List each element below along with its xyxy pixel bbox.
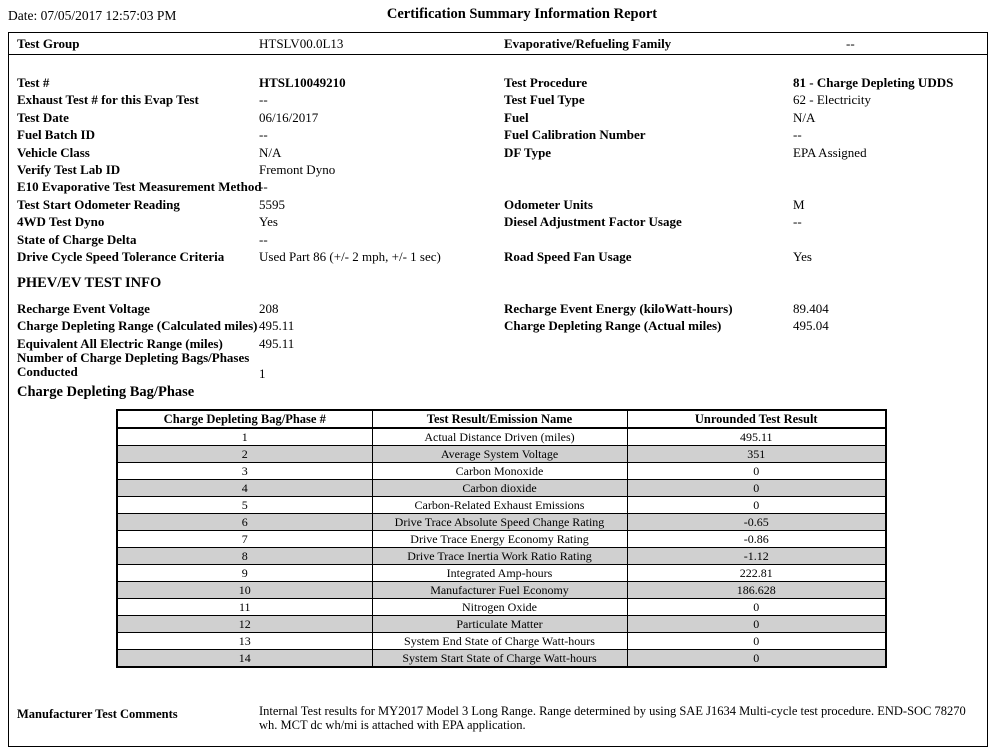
cell-bag-phase-number: 14 — [117, 650, 372, 668]
field-label: Test Date — [17, 109, 69, 125]
table-row — [117, 548, 886, 565]
table-row — [117, 480, 886, 497]
report-date: Date: 07/05/2017 12:57:03 PM — [8, 8, 177, 23]
cell-bag-phase-number: 9 — [117, 565, 372, 582]
field-row — [9, 300, 987, 317]
cell-bag-phase-number: 13 — [117, 633, 372, 650]
field-value: Fremont Dyno — [259, 161, 336, 177]
cell-test-result: 351 — [627, 446, 886, 463]
cell-emission-name: Drive Trace Inertia Work Ratio Rating — [372, 548, 627, 565]
cell-emission-name: Average System Voltage — [372, 446, 627, 463]
cell-test-result: 0 — [627, 633, 886, 650]
field-label: Recharge Event Voltage — [17, 301, 150, 316]
field-row — [9, 248, 987, 265]
cell-test-result: 495.11 — [627, 428, 886, 446]
field-row — [9, 74, 987, 91]
field-label: Charge Depleting Range (Actual miles) — [504, 318, 722, 334]
cell-bag-phase-number: 12 — [117, 616, 372, 633]
table-row — [117, 582, 886, 599]
phev-ev-section — [9, 300, 987, 352]
field-value: Yes — [793, 248, 812, 264]
cell-test-result: 0 — [627, 463, 886, 480]
field-value: -- — [259, 92, 268, 108]
field-value: M — [793, 196, 805, 212]
phev-ev-test-info-heading: PHEV/EV TEST INFO — [17, 275, 162, 291]
evap-family-label: Evaporative/Refueling Family — [504, 36, 672, 51]
field-label: Number of Charge Depleting Bags/Phases Conducted — [17, 350, 250, 379]
cell-bag-phase-number: 10 — [117, 582, 372, 599]
cell-test-result: -0.86 — [627, 531, 886, 548]
field-value: -- — [259, 179, 268, 195]
cell-test-result: 222.81 — [627, 565, 886, 582]
field-value: 06/16/2017 — [259, 109, 319, 125]
cell-test-result: 0 — [627, 497, 886, 514]
cell-test-result: -0.65 — [627, 514, 886, 531]
field-label: Verify Test Lab ID — [17, 161, 121, 177]
field-label: Diesel Adjustment Factor Usage — [504, 214, 682, 230]
bag-phase-results-table — [116, 409, 887, 668]
field-label: DF Type — [504, 144, 552, 160]
table-header-cell: Charge Depleting Bag/Phase # — [117, 410, 372, 428]
field-row — [9, 109, 987, 126]
manufacturer-test-comments-label: Manufacturer Test Comments — [17, 707, 178, 721]
test-group-label: Test Group — [17, 36, 80, 51]
field-label: Fuel Calibration Number — [504, 127, 646, 143]
field-label: 4WD Test Dyno — [17, 214, 105, 230]
cell-emission-name: Carbon-Related Exhaust Emissions — [372, 497, 627, 514]
table-row — [117, 599, 886, 616]
field-value: 495.11 — [259, 335, 295, 351]
table-row — [117, 463, 886, 480]
field-label: Recharge Event Energy (kiloWatt-hours) — [504, 301, 733, 316]
field-value: 81 - Charge Depleting UDDS — [793, 75, 954, 90]
field-value: -- — [793, 127, 802, 143]
field-value: Yes — [259, 214, 278, 230]
field-label: Charge Depleting Range (Calculated miles) — [17, 318, 258, 334]
table-row — [117, 633, 886, 650]
cell-bag-phase-number: 11 — [117, 599, 372, 616]
field-row — [9, 161, 987, 178]
cell-emission-name: Particulate Matter — [372, 616, 627, 633]
manufacturer-test-comments-text: Internal Test results for MY2017 Model 3 Long Range. Range determined by using SAE J1634 Multi-cycle test procedure. END-SOC 78270 wh. MCT dc wh/mi is attached with EPA application. — [259, 704, 966, 732]
field-value: 5595 — [259, 196, 285, 212]
cell-bag-phase-number: 1 — [117, 428, 372, 446]
cell-emission-name: Manufacturer Fuel Economy — [372, 582, 627, 599]
test-group-row — [9, 33, 987, 55]
cell-emission-name: System End State of Charge Watt-hours — [372, 633, 627, 650]
report-body — [8, 32, 988, 747]
field-label: Test Procedure — [504, 75, 588, 90]
field-value: -- — [793, 214, 802, 230]
field-label: Fuel — [504, 109, 529, 125]
test-fields-section — [9, 74, 987, 265]
field-value: 89.404 — [793, 301, 829, 316]
cell-test-result: 0 — [627, 616, 886, 633]
table-row — [117, 616, 886, 633]
field-value: 1 — [259, 366, 266, 381]
table-row — [117, 565, 886, 582]
field-value: N/A — [793, 109, 816, 125]
field-row — [9, 91, 987, 108]
field-value: N/A — [259, 144, 282, 160]
field-value: HTSL10049210 — [259, 75, 346, 90]
field-value: 62 - Electricity — [793, 92, 871, 108]
cell-bag-phase-number: 5 — [117, 497, 372, 514]
cell-test-result: 0 — [627, 650, 886, 668]
cell-bag-phase-number: 4 — [117, 480, 372, 497]
field-label: Fuel Batch ID — [17, 127, 95, 143]
cell-bag-phase-number: 8 — [117, 548, 372, 565]
table-header-cell: Test Result/Emission Name — [372, 410, 627, 428]
table-row — [117, 428, 886, 446]
field-row — [9, 351, 987, 383]
field-label: State of Charge Delta — [17, 231, 137, 247]
cell-emission-name: Nitrogen Oxide — [372, 599, 627, 616]
cell-emission-name: Integrated Amp-hours — [372, 565, 627, 582]
field-label: Exhaust Test # for this Evap Test — [17, 92, 199, 108]
cell-emission-name: Carbon Monoxide — [372, 463, 627, 480]
field-label: Equivalent All Electric Range (miles) — [17, 335, 223, 351]
cell-bag-phase-number: 7 — [117, 531, 372, 548]
table-row — [117, 531, 886, 548]
field-row — [9, 317, 987, 334]
report-title: Certification Summary Information Report — [386, 6, 658, 22]
field-label: Test Start Odometer Reading — [17, 196, 180, 212]
table-row — [117, 446, 886, 463]
field-label: Odometer Units — [504, 196, 593, 212]
field-row — [9, 144, 987, 161]
field-value: 495.04 — [793, 318, 829, 334]
cell-bag-phase-number: 2 — [117, 446, 372, 463]
cell-test-result: 0 — [627, 599, 886, 616]
field-value: -- — [259, 127, 268, 143]
field-row — [9, 126, 987, 143]
field-label: Vehicle Class — [17, 144, 90, 160]
cell-bag-phase-number: 3 — [117, 463, 372, 480]
test-group-value: HTSLV00.0L13 — [259, 36, 344, 51]
field-label: E10 Evaporative Test Measurement Method — [17, 179, 262, 195]
field-value: EPA Assigned — [793, 144, 867, 160]
field-row — [9, 213, 987, 230]
field-label: Test Fuel Type — [504, 92, 585, 108]
cell-emission-name: Drive Trace Absolute Speed Change Rating — [372, 514, 627, 531]
cell-bag-phase-number: 6 — [117, 514, 372, 531]
table-row — [117, 497, 886, 514]
field-value: 208 — [259, 301, 279, 316]
field-label: Road Speed Fan Usage — [504, 248, 632, 264]
field-row — [9, 231, 987, 248]
field-value: -- — [259, 231, 268, 247]
charge-depleting-bag-phase-heading: Charge Depleting Bag/Phase — [17, 384, 195, 400]
cell-test-result: -1.12 — [627, 548, 886, 565]
table-row — [117, 650, 886, 668]
field-label: Drive Cycle Speed Tolerance Criteria — [17, 248, 225, 264]
cell-test-result: 186.628 — [627, 582, 886, 599]
cell-test-result: 0 — [627, 480, 886, 497]
field-row — [9, 196, 987, 213]
field-label: Test # — [17, 75, 50, 90]
table-row — [117, 514, 886, 531]
evap-family-value: -- — [846, 36, 855, 51]
table-header-row — [117, 410, 886, 428]
cell-emission-name: System Start State of Charge Watt-hours — [372, 650, 627, 668]
cell-emission-name: Drive Trace Energy Economy Rating — [372, 531, 627, 548]
cell-emission-name: Carbon dioxide — [372, 480, 627, 497]
field-value: Used Part 86 (+/- 2 mph, +/- 1 sec) — [259, 248, 441, 264]
field-row — [9, 178, 987, 195]
field-value: 495.11 — [259, 318, 295, 334]
table-header-cell: Unrounded Test Result — [627, 410, 886, 428]
cell-emission-name: Actual Distance Driven (miles) — [372, 428, 627, 446]
